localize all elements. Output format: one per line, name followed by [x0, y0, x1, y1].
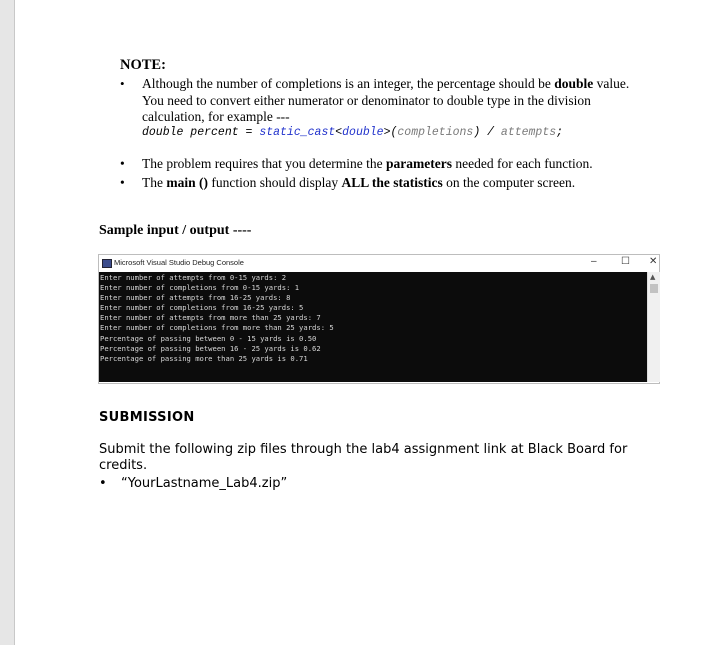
note-bullet-1: [120, 76, 640, 140]
console-line: Enter number of attempts from 0-15 yards: 2: [100, 273, 287, 282]
note-bullet-1-bold: double: [554, 76, 594, 91]
code-example: double percent = static_cast<double>(completions) / attempts;: [142, 125, 564, 139]
sample-io-heading: Sample input / output ----: [99, 223, 252, 238]
note-bullet-1-rest: value. You need to convert either numerator or denominator to double type in the division calculation, for example ---: [142, 76, 630, 124]
console-title: Microsoft Visual Studio Debug Console: [114, 258, 244, 267]
submission-filename: “YourLastname_Lab4.zip”: [121, 476, 288, 491]
console-window-screenshot: [98, 254, 660, 384]
note-heading: NOTE:: [120, 57, 166, 73]
note-bullet-1-text: Although the number of completions is an integer, the percentage should be: [142, 76, 555, 91]
bullet-glyph: •: [120, 76, 125, 91]
console-line: Enter number of completions from more than 25 yards: 5: [100, 323, 334, 333]
close-icon: ✕: [649, 256, 658, 267]
console-app-icon: [102, 259, 112, 268]
submission-bullet: [99, 476, 287, 491]
note-bullet-list: [120, 76, 640, 140]
console-line: Enter number of attempts from more than 25 yards: 7: [100, 313, 321, 323]
scroll-up-icon: ▲: [650, 273, 656, 281]
note-bullet-2: • The problem requires that you determine the parameters needed for each function.: [120, 156, 593, 171]
console-line: Percentage of passing between 0 - 15 yards is 0.50: [100, 333, 317, 343]
console-line: Enter number of completions from 16-25 yards: 5: [100, 303, 304, 313]
document-page: [14, 0, 728, 645]
submission-text: Submit the following zip files through the lab4 assignment link at Black Board for credits.: [99, 442, 628, 473]
maximize-icon: ☐: [621, 256, 630, 267]
bullet-glyph: •: [120, 156, 125, 171]
console-titlebar: [99, 255, 659, 272]
bullet-glyph: •: [120, 175, 125, 190]
console-line: Enter number of completions from 0-15 yards: 1: [100, 283, 300, 293]
minimize-icon: –: [591, 256, 597, 267]
console-line: Enter number of attempts from 16-25 yards: 8: [100, 293, 291, 303]
console-output: [99, 272, 647, 382]
console-line: Percentage of passing more than 25 yards is 0.71: [100, 353, 308, 363]
submission-heading: SUBMISSION: [99, 410, 195, 425]
console-scrollbar: [647, 272, 660, 382]
console-line: Percentage of passing between 16 - 25 yards is 0.62: [100, 343, 321, 353]
note-bullet-3: • The main () function should display ALL the statistics on the computer screen.: [120, 175, 576, 190]
scroll-thumb: [650, 284, 658, 293]
bullet-glyph: •: [99, 476, 107, 491]
